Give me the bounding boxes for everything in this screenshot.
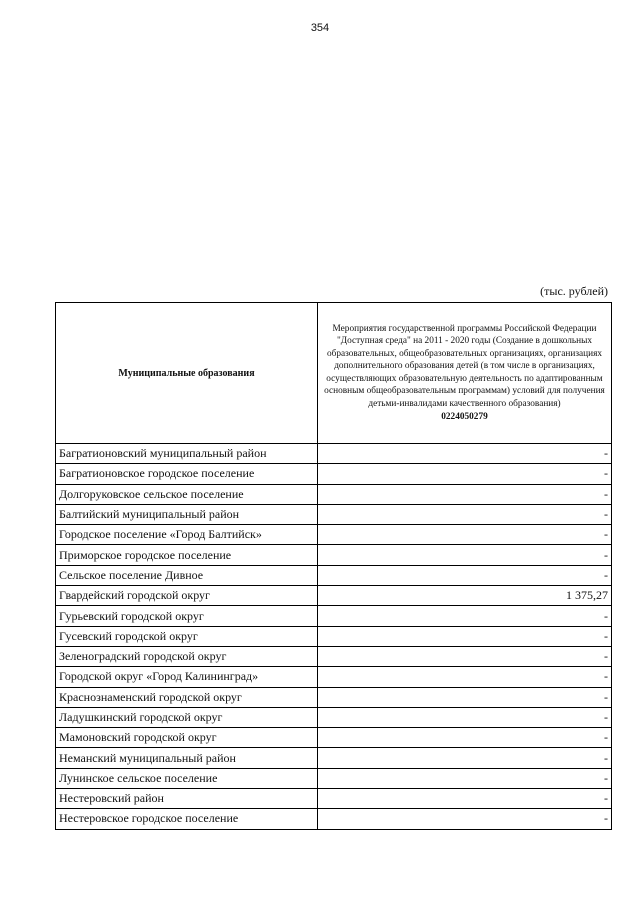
program-value: - (318, 565, 612, 585)
program-value: - (318, 606, 612, 626)
units-label: (тыс. рублей) (540, 284, 608, 298)
program-value: - (318, 444, 612, 464)
municipality-name: Гурьевский городской округ (56, 606, 318, 626)
program-value: - (318, 545, 612, 565)
program-value: - (318, 646, 612, 666)
municipality-name: Нестеровский район (56, 789, 318, 809)
municipality-name: Городское поселение «Город Балтийск» (56, 525, 318, 545)
program-value: - (318, 525, 612, 545)
municipality-name: Нестеровское городское поселение (56, 809, 318, 829)
table-row (56, 565, 612, 585)
table-row (56, 626, 612, 646)
program-value: - (318, 707, 612, 727)
municipality-name: Городской округ «Город Калининград» (56, 667, 318, 687)
table-row (56, 606, 612, 626)
municipality-name: Гвардейский городской округ (56, 586, 318, 606)
table-row (56, 504, 612, 524)
program-value: - (318, 504, 612, 524)
municipality-name: Сельское поселение Дивное (56, 565, 318, 585)
table-header-row (56, 303, 612, 444)
table-row (56, 809, 612, 829)
program-value: - (318, 687, 612, 707)
program-value: - (318, 728, 612, 748)
program-description: Мероприятия государственной программы Российской Федерации "Доступная среда" на 2011 - 2020 годы (Создание в дошкольных образовательных, общеобразовательных организациях, организациях дополнительного образования детей (в том числе в организациях, осуществляющих образовательную деятельность по адаптированным основным общеобразовательным программам) условий для получения детьми-инвалидами качественного образования) (324, 323, 605, 409)
table-row (56, 789, 612, 809)
table-row (56, 768, 612, 788)
header-program (318, 303, 612, 444)
municipality-name: Гусевский городской округ (56, 626, 318, 646)
municipality-name: Багратионовский муниципальный район (56, 444, 318, 464)
program-value: - (318, 464, 612, 484)
municipality-name: Краснознаменский городской округ (56, 687, 318, 707)
municipality-name: Приморское городское поселение (56, 545, 318, 565)
header-municipalities: Муниципальные образования (56, 303, 318, 444)
table-row (56, 586, 612, 606)
program-value: - (318, 626, 612, 646)
program-value: - (318, 809, 612, 829)
budget-table (55, 302, 612, 830)
table-row (56, 646, 612, 666)
program-value: - (318, 484, 612, 504)
table-row (56, 687, 612, 707)
municipality-name: Неманский муниципальный район (56, 748, 318, 768)
municipality-name: Балтийский муниципальный район (56, 504, 318, 524)
municipality-name: Багратионовское городское поселение (56, 464, 318, 484)
program-value: - (318, 667, 612, 687)
page-number: 354 (310, 22, 330, 34)
municipality-name: Ладушкинский городской округ (56, 707, 318, 727)
table-row (56, 748, 612, 768)
program-value: - (318, 748, 612, 768)
program-code: 0224050279 (441, 412, 488, 422)
table-row (56, 545, 612, 565)
municipality-name: Лунинское сельское поселение (56, 768, 318, 788)
municipality-name: Мамоновский городской округ (56, 728, 318, 748)
table-row (56, 707, 612, 727)
program-value: - (318, 768, 612, 788)
table-body (56, 444, 612, 830)
table-row (56, 484, 612, 504)
table-row (56, 525, 612, 545)
table-row (56, 728, 612, 748)
table-row (56, 667, 612, 687)
municipality-name: Зеленоградский городской округ (56, 646, 318, 666)
program-value: 1 375,27 (318, 586, 612, 606)
table-row (56, 464, 612, 484)
table-row (56, 444, 612, 464)
program-value: - (318, 789, 612, 809)
municipality-name: Долгоруковское сельское поселение (56, 484, 318, 504)
